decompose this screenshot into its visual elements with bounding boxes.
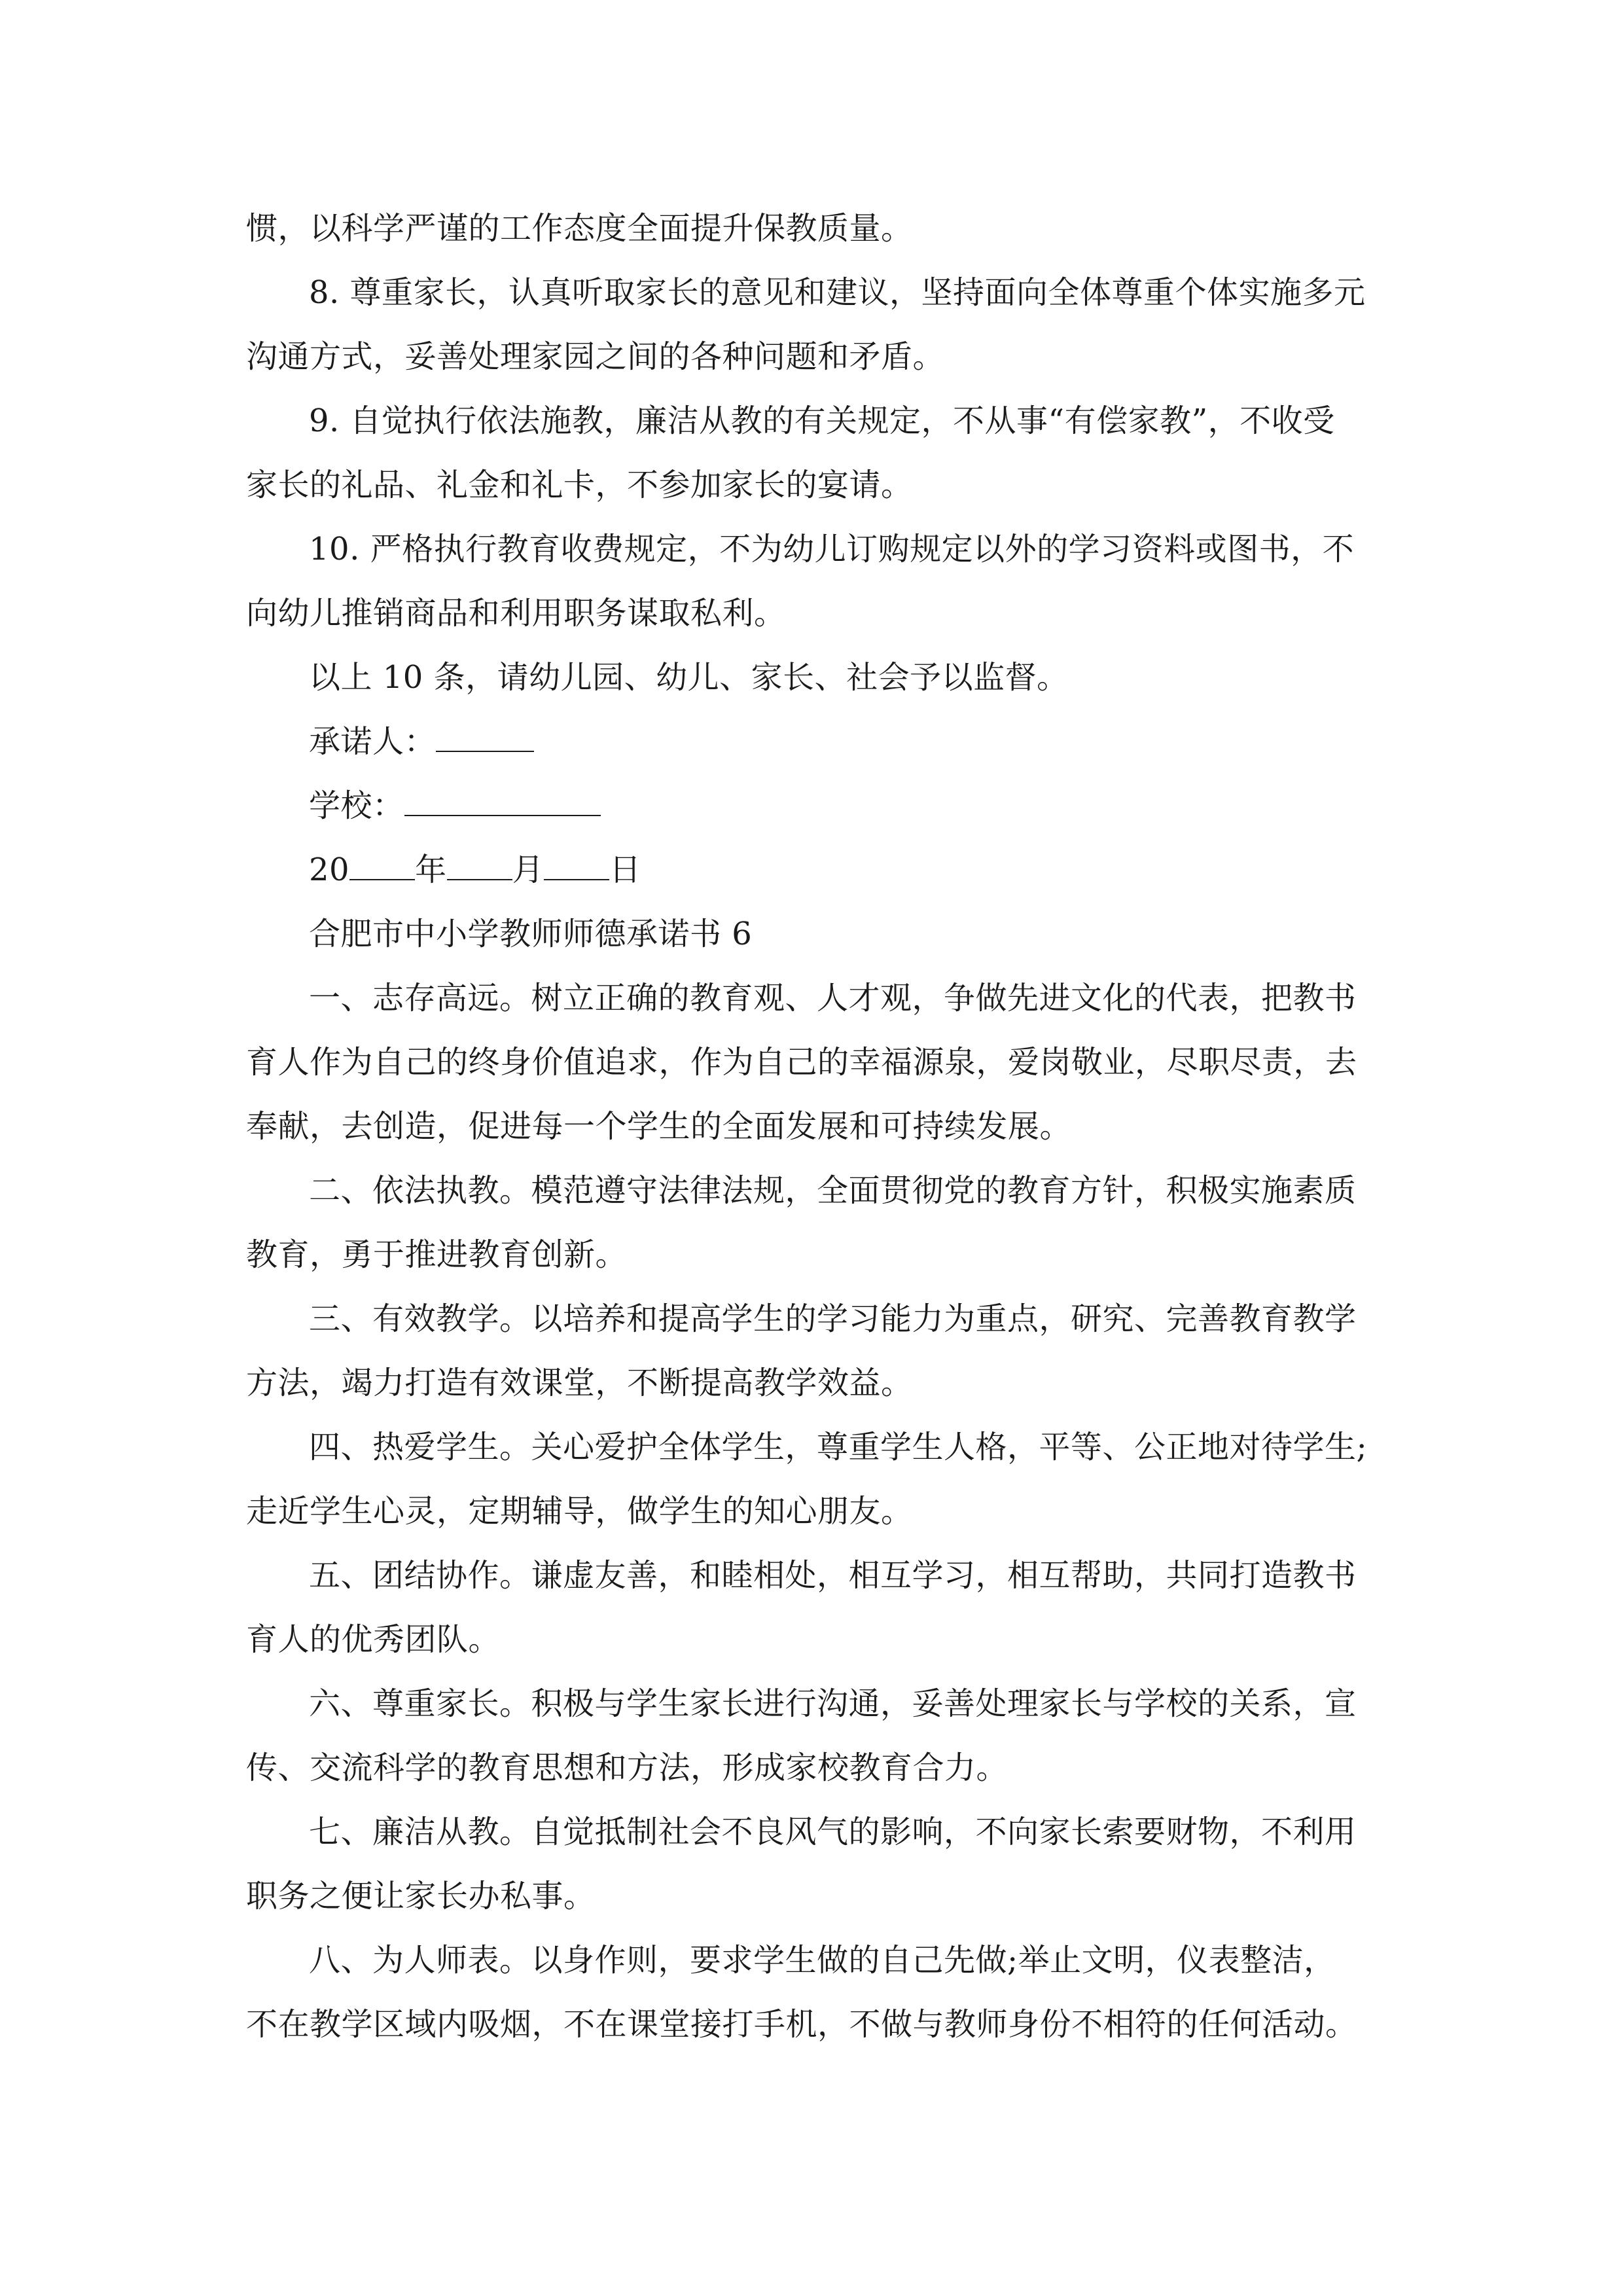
date-line (246, 838, 1398, 902)
signer-blank (436, 725, 534, 752)
day-blank (544, 853, 609, 880)
paragraph-line: 教育，勇于推进教育创新。 (246, 1236, 628, 1273)
paragraph-line: 方法，竭力打造有效课堂，不断提高教学效益。 (246, 1365, 913, 1401)
paragraph-line: 育人的优秀团队。 (246, 1621, 501, 1658)
paragraph-line: 八、为人师表。以身作则，要求学生做的自己先做;举止文明，仪表整洁， (309, 1942, 1336, 1979)
paragraph-line: 传、交流科学的教育思想和方法，形成家校教育合力。 (246, 1749, 1008, 1786)
school-line (246, 774, 1398, 838)
paragraph-line: 七、廉洁从教。自觉抵制社会不良风气的影响，不向家长索要财物，不利用 (309, 1814, 1357, 1850)
date-year-label: 年 (415, 852, 447, 888)
signer-label: 承诺人： (309, 723, 437, 760)
paragraph-line: 职务之便让家长办私事。 (246, 1878, 596, 1914)
paragraph-line: 奉献，去创造，促进每一个学生的全面发展和可持续发展。 (246, 1108, 1072, 1145)
paragraph-line: 10. 严格执行教育收费规定，不为幼儿订购规定以外的学习资料或图书，不 (309, 531, 1355, 567)
paragraph-line: 家长的礼品、礼金和礼卡，不参加家长的宴请。 (246, 467, 913, 503)
paragraph-line: 二、依法执教。模范遵守法律法规，全面贯彻党的教育方针，积极实施素质 (309, 1172, 1357, 1209)
paragraph-line: 向幼儿推销商品和利用职务谋取私利。 (246, 595, 786, 632)
document-body (246, 196, 1398, 2056)
paragraph-line: 惯，以科学严谨的工作态度全面提升保教质量。 (246, 210, 913, 247)
date-prefix: 20 (309, 852, 350, 888)
paragraph-line: 9. 自觉执行依法施教，廉洁从教的有关规定，不从事“有偿家教”，不收受 (309, 403, 1335, 439)
paragraph-line: 8. 尊重家长，认真听取家长的意见和建议，坚持面向全体尊重个体实施多元 (309, 274, 1366, 311)
paragraph-line: 三、有效教学。以培养和提高学生的学习能力为重点，研究、完善教育教学 (309, 1300, 1357, 1337)
paragraph-line: 育人作为自己的终身价值追求，作为自己的幸福源泉，爱岗敬业，尽职尽责，去 (246, 1044, 1357, 1081)
month-blank (447, 853, 512, 880)
paragraph-line: 沟通方式，妥善处理家园之间的各种问题和矛盾。 (246, 338, 945, 375)
date-month-label: 月 (512, 852, 544, 888)
section-title: 合肥市中小学教师师德承诺书 6 (309, 916, 753, 952)
paragraph-line: 五、团结协作。谦虚友善，和睦相处，相互学习，相互帮助，共同打造教书 (309, 1557, 1357, 1594)
date-day-label: 日 (609, 852, 641, 888)
paragraph-line: 以上 10 条，请幼儿园、幼儿、家长、社会予以监督。 (309, 659, 1069, 696)
paragraph-line: 六、尊重家长。积极与学生家长进行沟通，妥善处理家长与学校的关系，宣 (309, 1685, 1357, 1722)
paragraph-line: 一、志存高远。树立正确的教育观、人才观，争做先进文化的代表，把教书 (309, 980, 1357, 1016)
school-label: 学校： (309, 787, 404, 824)
year-blank (349, 853, 415, 880)
paragraph-line: 四、热爱学生。关心爱护全体学生，尊重学生人格，平等、公正地对待学生; (309, 1429, 1368, 1465)
paragraph-line: 不在教学区域内吸烟，不在课堂接打手机，不做与教师身份不相符的任何活动。 (246, 2006, 1357, 2043)
signer-line (246, 709, 1398, 774)
paragraph-line: 走近学生心灵，定期辅导，做学生的知心朋友。 (246, 1493, 913, 1530)
school-blank (404, 789, 601, 816)
